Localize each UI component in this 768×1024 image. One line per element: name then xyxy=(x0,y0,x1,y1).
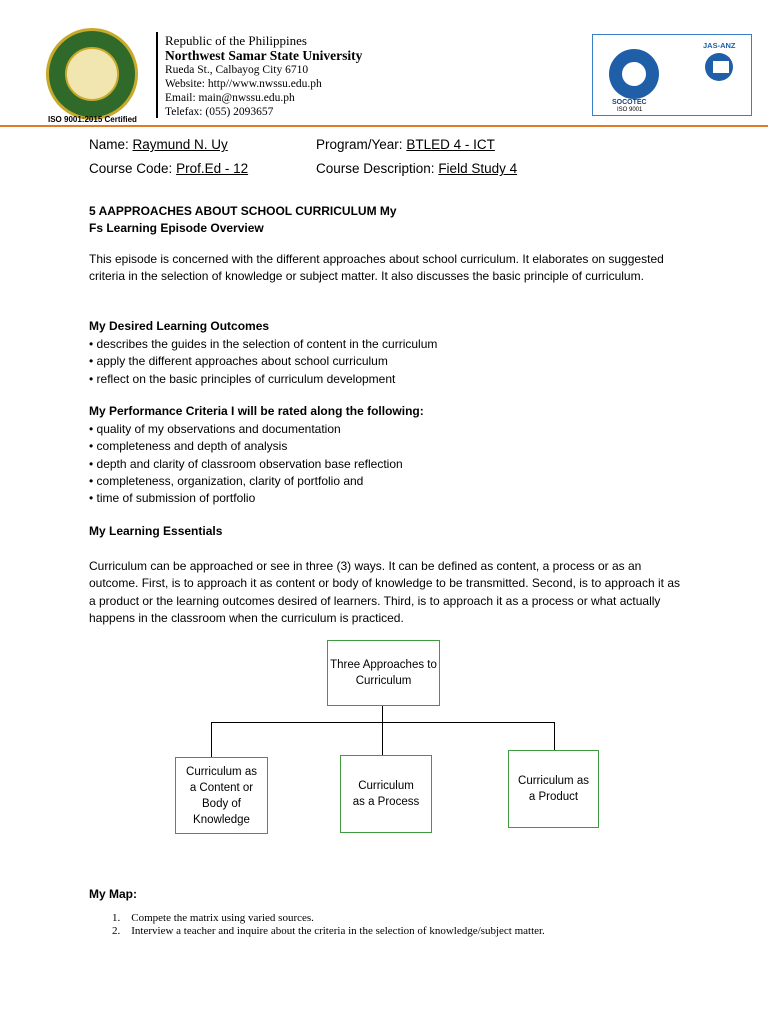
connector-right xyxy=(554,722,555,750)
email-text: Email: main@nwssu.edu.ph xyxy=(165,92,295,104)
outcome-item: • describes the guides in the selection of content in the curriculum xyxy=(89,337,438,351)
republic-text: Republic of the Philippines xyxy=(165,33,307,48)
course-code-label: Course Code: xyxy=(89,161,173,176)
essentials-heading: My Learning Essentials xyxy=(89,524,223,538)
outcome-item: • reflect on the basic principles of curriculum development xyxy=(89,372,396,386)
name-value: Raymund N. Uy xyxy=(132,137,228,152)
diagram-process-label: Curriculum as a Process xyxy=(352,780,420,808)
connector-middle xyxy=(382,722,383,755)
diagram-content-label: Curriculum as a Content or Body of Knowledge xyxy=(186,765,257,826)
website-text: Website: http//www.nwssu.edu.ph xyxy=(165,78,322,90)
header-rule xyxy=(0,125,768,127)
criteria-item: • completeness, organization, clarity of portfolio and xyxy=(89,474,364,488)
iso-certified: ISO 9001:2015 Certified xyxy=(48,115,137,124)
socotec-label: SOCOTEC xyxy=(612,99,647,106)
map-heading: My Map: xyxy=(89,887,137,901)
jas-anz-label: JAS-ANZ xyxy=(703,41,736,50)
header-divider xyxy=(156,32,158,118)
name-row xyxy=(89,137,228,152)
certification-logos xyxy=(592,34,752,116)
diagram-content-box xyxy=(175,757,268,834)
course-desc-row xyxy=(316,161,517,176)
criteria-item: • depth and clarity of classroom observation base reflection xyxy=(89,457,403,471)
jas-anz-logo xyxy=(705,53,733,81)
diagram-root-label: Three Approaches to Curriculum xyxy=(330,659,437,687)
socotec-logo xyxy=(609,49,659,99)
university-seal xyxy=(46,28,138,120)
outcomes-heading: My Desired Learning Outcomes xyxy=(89,319,270,333)
address-text: Rueda St., Calbayog City 6710 xyxy=(165,64,309,76)
essentials-paragraph: Curriculum can be approached or see in three (3) ways. It can be defined as content, a process or as an outcome. First, is to approach it as content or body of knowledge to be transmitted. Second, is to approach it as a product or the learning outcomes desired of learners. Third, is to approach it as a process or what actually happens in the classroom when the curriculum is practiced. xyxy=(89,559,680,625)
map-item: 1. Compete the matrix using varied sources. xyxy=(112,912,314,924)
cert-iso-label: ISO 9001 xyxy=(617,107,643,113)
connector-left xyxy=(211,722,212,757)
program-value: BTLED 4 - ICT xyxy=(406,137,495,152)
course-code-row xyxy=(89,161,248,176)
connector-root xyxy=(382,706,383,722)
program-label: Program/Year: xyxy=(316,137,403,152)
diagram-root-box xyxy=(327,640,440,706)
diagram-product-box xyxy=(508,750,599,828)
course-code-value: Prof.Ed - 12 xyxy=(176,161,249,176)
course-desc-value: Field Study 4 xyxy=(438,161,518,176)
overview-paragraph: This episode is concerned with the different approaches about school curriculum. It elaborates on suggested criteria in the selection of knowledge or subject matter. It also discusses the basic principle of curriculum. xyxy=(89,252,664,284)
course-desc-label: Course Description: xyxy=(316,161,435,176)
criteria-item: • quality of my observations and documentation xyxy=(89,422,341,436)
telefax-text: Telefax: (055) 2093657 xyxy=(165,106,274,118)
diagram-product-label: Curriculum as a Product xyxy=(518,775,589,803)
university-name: Northwest Samar State University xyxy=(165,48,363,63)
criteria-item: • completeness and depth of analysis xyxy=(89,439,288,453)
diagram-process-box xyxy=(340,755,432,833)
map-item: 2. Interview a teacher and inquire about the criteria in the selection of knowledge/subject matter. xyxy=(112,925,545,937)
seal-emblem xyxy=(65,47,119,101)
criteria-heading: My Performance Criteria I will be rated along the following: xyxy=(89,404,424,418)
name-label: Name: xyxy=(89,137,129,152)
criteria-item: • time of submission of portfolio xyxy=(89,491,256,505)
program-row xyxy=(316,137,495,152)
document-title: 5 AAPPROACHES ABOUT SCHOOL CURRICULUM My xyxy=(89,204,397,218)
episode-overview-heading: Fs Learning Episode Overview xyxy=(89,221,264,235)
connector-horizontal xyxy=(211,722,555,723)
outcome-item: • apply the different approaches about school curriculum xyxy=(89,354,388,368)
